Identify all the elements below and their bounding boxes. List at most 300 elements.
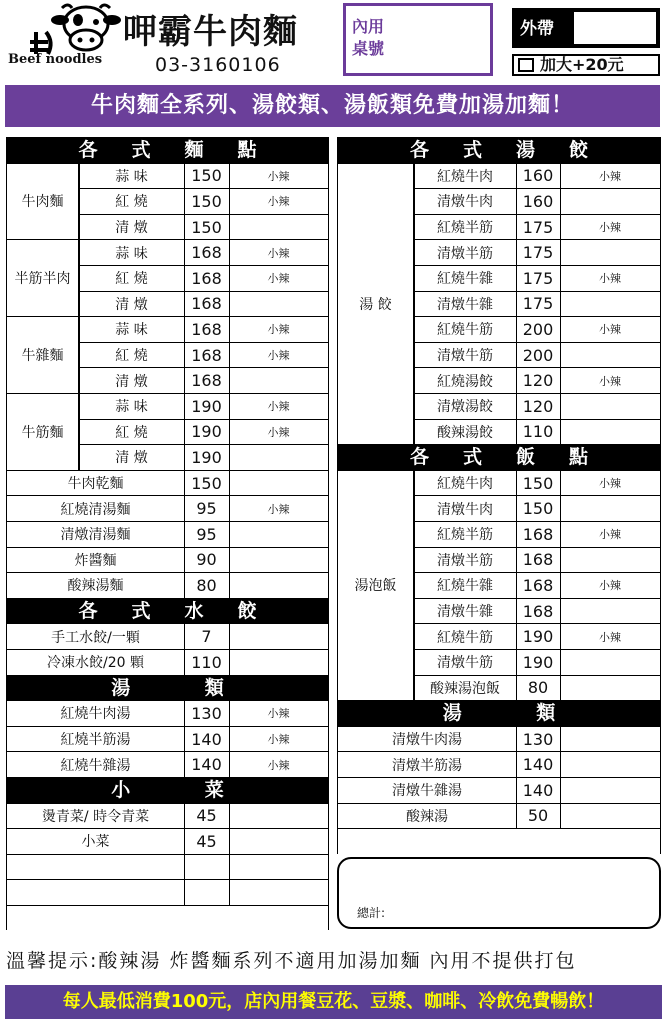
cell-divider [184, 804, 185, 829]
cell-divider [560, 650, 561, 675]
cell-divider [560, 804, 561, 829]
cell-divider [516, 368, 517, 393]
item-name: 清燉牛肉 [437, 501, 493, 518]
cell-divider [516, 240, 517, 265]
cell-divider [79, 266, 80, 291]
cell-divider [414, 266, 415, 291]
cell-divider [560, 215, 561, 240]
spicy-note: 小辣 [267, 502, 290, 516]
cell-divider [516, 189, 517, 214]
cell-divider [79, 420, 80, 445]
cell-divider [516, 548, 517, 573]
cell-divider [414, 292, 415, 317]
cell-divider [229, 548, 230, 573]
cell-divider [229, 727, 230, 752]
menu-row[interactable] [7, 701, 328, 727]
spicy-note [229, 624, 328, 649]
spicy-note: 小辣 [599, 579, 621, 593]
price-label: 110 [191, 652, 222, 672]
cell-divider [414, 548, 415, 573]
item-name: 炸醬麵 [74, 552, 117, 569]
item-name: 紅燒牛筋 [437, 322, 493, 339]
cell-divider [79, 445, 80, 470]
cell-divider [184, 189, 185, 214]
cell-divider [79, 189, 80, 214]
spicy-note [560, 778, 660, 803]
spicy-note [229, 650, 328, 675]
price-label: 130 [191, 703, 222, 723]
item-name: 紅燒清湯麵 [60, 501, 131, 518]
menu-row[interactable] [7, 829, 328, 855]
spicy-note: 小辣 [267, 246, 290, 260]
spicy-note: 小辣 [599, 221, 621, 235]
spicy-note: 小辣 [599, 374, 621, 388]
item-name: 紅燒牛雜 [437, 271, 493, 288]
cell-divider [414, 471, 415, 496]
cell-divider [560, 599, 561, 624]
menu-row[interactable] [7, 471, 328, 497]
item-name: 紅燒牛雜 [437, 578, 493, 595]
cell-divider [560, 343, 561, 368]
cell-divider [79, 164, 80, 189]
spicy-note [560, 548, 660, 573]
cell-divider [184, 522, 185, 547]
price-label: 168 [191, 294, 222, 314]
cell-divider [516, 420, 517, 445]
spicy-note [229, 471, 328, 496]
menu-row[interactable] [7, 650, 328, 676]
cell-divider [79, 240, 80, 265]
spicy-note: 小辣 [267, 733, 290, 747]
price-label: 7 [201, 627, 212, 647]
spicy-note [229, 522, 328, 547]
item-name: 清燉牛筋 [437, 348, 493, 365]
cell-divider [229, 368, 230, 393]
group-name-label: 牛雜麵 [7, 317, 79, 394]
cell-divider [560, 292, 561, 317]
cell-divider [516, 778, 517, 803]
menu-row[interactable] [7, 752, 328, 778]
cell-divider [229, 420, 230, 445]
spicy-note [229, 292, 328, 317]
price-label: 168 [522, 550, 554, 570]
item-name: 清燉湯餃 [437, 399, 493, 416]
price-label: 120 [522, 396, 554, 416]
spicy-note [229, 445, 328, 470]
price-label: 80 [527, 678, 549, 698]
cell-divider [184, 548, 185, 573]
cell-divider [184, 240, 185, 265]
flavor-label: 蒜 味 [115, 322, 148, 339]
spicy-note: 小辣 [267, 195, 290, 209]
flavor-label: 紅 燒 [115, 271, 148, 288]
spicy-note: 小辣 [599, 272, 621, 286]
price-label: 150 [522, 499, 554, 519]
cell-divider [184, 624, 185, 649]
cell-divider [184, 445, 185, 470]
cell-divider [79, 343, 80, 368]
cell-divider [229, 804, 230, 829]
cell-divider [560, 240, 561, 265]
flavor-label: 清 燉 [115, 296, 148, 313]
spicy-note [229, 368, 328, 393]
cell-divider [560, 573, 561, 598]
cell-divider [184, 829, 185, 854]
spicy-note: 小辣 [267, 272, 290, 286]
price-label: 140 [522, 755, 554, 775]
price-label: 168 [522, 575, 554, 595]
flavor-label: 清 燉 [115, 220, 148, 237]
price-label: 200 [522, 319, 554, 339]
large-size-option[interactable]: 加大+20元 [512, 54, 660, 76]
takeout-field[interactable] [574, 12, 656, 44]
spicy-note [229, 829, 328, 854]
cell-divider [516, 471, 517, 496]
cell-divider [414, 164, 415, 189]
blank-row[interactable] [7, 855, 328, 881]
cell-divider [560, 496, 561, 521]
menu-row[interactable] [338, 804, 660, 830]
cell-divider [516, 343, 517, 368]
spicy-note: 小辣 [267, 400, 290, 414]
cell-divider [79, 317, 80, 342]
spicy-note: 小辣 [599, 528, 621, 542]
cell-divider [229, 189, 230, 214]
spicy-note [560, 676, 660, 701]
cell-divider [184, 420, 185, 445]
cell-divider [414, 573, 415, 598]
cell-divider [229, 650, 230, 675]
cell-divider [516, 394, 517, 419]
notice-text: 溫馨提示:酸辣湯 炸醬麵系列不適用加湯加麵 內用不提供打包 [6, 950, 577, 972]
cell-divider [229, 496, 230, 521]
price-label: 168 [191, 243, 222, 263]
cell-divider [79, 292, 80, 317]
price-label: 200 [522, 345, 554, 365]
price-label: 140 [191, 729, 222, 749]
cell-divider [516, 727, 517, 752]
sides-section-header: 小 菜 [7, 778, 328, 804]
price-label: 90 [196, 550, 217, 570]
item-name: 冷凍水餃/20 顆 [47, 655, 144, 672]
spicy-note [229, 215, 328, 240]
menu-row[interactable] [338, 778, 660, 804]
menu-row[interactable] [7, 496, 328, 522]
price-label: 50 [527, 806, 549, 826]
price-label: 150 [191, 473, 222, 493]
soups-section-header: 湯 類 [338, 701, 660, 727]
cell-divider [560, 522, 561, 547]
menu-row[interactable] [7, 804, 328, 830]
spicy-note: 小辣 [599, 477, 621, 491]
rice-section-header: 各式飯點 [338, 445, 660, 471]
spicy-note [560, 599, 660, 624]
price-label: 150 [522, 473, 554, 493]
cell-divider [229, 266, 230, 291]
cell-divider [184, 471, 185, 496]
flavor-label: 蒜 味 [115, 399, 148, 416]
group-name-label: 半筋半肉 [7, 240, 79, 317]
item-name: 紅燒牛肉湯 [60, 706, 131, 723]
cell-divider [229, 880, 230, 905]
cell-divider [516, 804, 517, 829]
cell-divider [560, 266, 561, 291]
phone-number: 03-3160106 [155, 54, 281, 76]
cell-divider [229, 752, 230, 777]
cell-divider [229, 855, 230, 880]
table-number-label: 桌號 [352, 39, 385, 58]
cell-divider [516, 522, 517, 547]
cell-divider [184, 650, 185, 675]
cell-divider [229, 445, 230, 470]
price-label: 175 [522, 294, 554, 314]
cell-divider [516, 496, 517, 521]
item-name: 酸辣湯麵 [67, 578, 124, 595]
spicy-note [560, 727, 660, 752]
footer-banner: 每人最低消費100元，店內用餐豆花、豆漿、咖啡、冷飲免費暢飲！ [5, 985, 662, 1019]
price-label: 190 [522, 627, 554, 647]
shop-name: 呷霸牛肉麵 [123, 12, 298, 52]
menu-row[interactable] [7, 548, 328, 574]
item-name: 紅燒牛雜湯 [60, 757, 131, 774]
cell-divider [516, 317, 517, 342]
spicy-note: 小辣 [267, 425, 290, 439]
cell-divider [79, 215, 80, 240]
cell-divider [229, 317, 230, 342]
spicy-note: 小辣 [267, 349, 290, 363]
flavor-label: 蒜 味 [115, 168, 148, 185]
price-label: 45 [196, 806, 217, 826]
cell-divider [184, 292, 185, 317]
dine-in-table-box[interactable] [343, 3, 493, 76]
group-name-label: 牛肉麵 [7, 164, 79, 241]
spicy-note [560, 240, 660, 265]
item-name: 紅燒半筋 [437, 527, 493, 544]
cell-divider [560, 368, 561, 393]
spicy-note [560, 804, 660, 829]
total-box[interactable] [337, 857, 661, 929]
item-name: 清燉牛肉湯 [392, 732, 462, 749]
cell-divider [414, 496, 415, 521]
price-label: 175 [522, 268, 554, 288]
price-label: 140 [191, 755, 222, 775]
group-name-label: 牛筋麵 [7, 394, 79, 471]
cell-divider [184, 855, 185, 880]
cell-divider [516, 292, 517, 317]
item-name: 清燉牛雜湯 [392, 783, 462, 800]
spicy-note: 小辣 [599, 323, 621, 337]
cell-divider [414, 394, 415, 419]
cell-divider [79, 394, 80, 419]
flavor-label: 清 燉 [115, 373, 148, 390]
item-name: 酸辣湯泡飯 [430, 680, 500, 697]
price-label: 168 [191, 345, 222, 365]
price-label: 168 [191, 319, 222, 339]
cell-divider [414, 240, 415, 265]
item-name: 清燉牛雜 [437, 296, 493, 313]
item-name: 紅燒半筋 [437, 220, 493, 237]
item-name: 清燉牛肉 [437, 194, 493, 211]
large-size-checkbox[interactable] [518, 58, 534, 72]
cell-divider [516, 676, 517, 701]
cell-divider [229, 471, 230, 496]
menu-row[interactable] [7, 727, 328, 753]
cell-divider [414, 522, 415, 547]
spicy-note [560, 752, 660, 777]
item-name: 紅燒牛肉 [437, 476, 493, 493]
cell-divider [516, 164, 517, 189]
group-name-label: 湯泡飯 [338, 471, 414, 701]
price-label: 130 [522, 729, 554, 749]
price-label: 160 [522, 166, 554, 186]
cell-divider [184, 317, 185, 342]
cell-divider [516, 573, 517, 598]
left-menu-column [6, 137, 329, 930]
flavor-label: 清 燉 [115, 450, 148, 467]
price-label: 110 [522, 422, 554, 442]
cell-divider [414, 650, 415, 675]
cell-divider [516, 215, 517, 240]
spicy-note [560, 496, 660, 521]
cell-divider [184, 701, 185, 726]
cell-divider [184, 164, 185, 189]
cell-divider [560, 624, 561, 649]
takeout-label: 外帶 [520, 19, 554, 39]
menu-row[interactable] [338, 752, 660, 778]
cell-divider [414, 624, 415, 649]
item-name: 牛肉乾麵 [67, 476, 124, 493]
flavor-label: 紅 燒 [115, 348, 148, 365]
blank-row[interactable] [7, 880, 328, 906]
cell-divider [414, 189, 415, 214]
price-label: 190 [191, 396, 222, 416]
cell-divider [560, 164, 561, 189]
spicy-note: 小辣 [599, 169, 621, 183]
cell-divider [414, 420, 415, 445]
cell-divider [184, 394, 185, 419]
item-name: 紅燒湯餃 [437, 373, 493, 390]
cell-divider [414, 215, 415, 240]
cell-divider [184, 266, 185, 291]
item-name: 清燉半筋 [437, 245, 493, 262]
cell-divider [560, 394, 561, 419]
price-label: 95 [196, 524, 217, 544]
cell-divider [414, 599, 415, 624]
cell-divider [516, 599, 517, 624]
cell-divider [229, 573, 230, 598]
item-name: 酸辣湯餃 [437, 424, 493, 441]
price-label: 190 [191, 447, 222, 467]
soups-section-header: 湯 類 [7, 676, 328, 702]
cell-divider [414, 676, 415, 701]
cell-divider [229, 701, 230, 726]
cell-divider [560, 317, 561, 342]
spicy-note: 小辣 [267, 169, 290, 183]
cell-divider [229, 624, 230, 649]
price-label: 160 [522, 191, 554, 211]
dine-in-label: 內用 [352, 17, 385, 36]
cell-divider [184, 368, 185, 393]
cell-divider [516, 266, 517, 291]
cell-divider [184, 880, 185, 905]
flavor-label: 紅 燒 [115, 194, 148, 211]
menu-row[interactable] [7, 624, 328, 650]
price-label: 168 [191, 371, 222, 391]
dumpling-soup-section-header: 各式湯餃 [338, 138, 660, 164]
promo-banner: 牛肉麵全系列、湯餃類、湯飯類免費加湯加麵！ [5, 85, 660, 127]
cell-divider [229, 164, 230, 189]
cell-divider [414, 317, 415, 342]
price-label: 190 [522, 652, 554, 672]
cell-divider [560, 548, 561, 573]
menu-row[interactable] [7, 573, 328, 599]
spicy-note [560, 420, 660, 445]
cell-divider [560, 471, 561, 496]
spicy-note [229, 573, 328, 598]
cell-divider [229, 240, 230, 265]
spicy-note [229, 804, 328, 829]
price-label: 120 [522, 371, 554, 391]
right-menu-column [337, 137, 661, 854]
cell-divider [184, 573, 185, 598]
menu-row[interactable] [7, 522, 328, 548]
cell-divider [560, 752, 561, 777]
item-name: 清燉半筋湯 [392, 757, 462, 774]
item-name: 小菜 [81, 834, 110, 851]
cell-divider [560, 778, 561, 803]
cell-divider [229, 829, 230, 854]
item-name: 手工水餃/一顆 [51, 629, 140, 646]
price-label: 175 [522, 217, 554, 237]
cell-divider [229, 394, 230, 419]
price-label: 150 [191, 166, 222, 186]
item-name: 清燉牛筋 [437, 655, 493, 672]
spicy-note [229, 548, 328, 573]
price-label: 140 [522, 780, 554, 800]
flavor-label: 紅 燒 [115, 424, 148, 441]
cell-divider [184, 343, 185, 368]
spicy-note [560, 650, 660, 675]
spicy-note [560, 189, 660, 214]
cell-divider [184, 727, 185, 752]
spicy-note [560, 343, 660, 368]
item-name: 紅燒牛筋 [437, 629, 493, 646]
cell-divider [516, 624, 517, 649]
menu-row[interactable] [338, 727, 660, 753]
spicy-note [560, 292, 660, 317]
total-label: 總計: [357, 906, 386, 920]
cell-divider [184, 752, 185, 777]
price-label: 168 [191, 268, 222, 288]
item-name: 清燉半筋 [437, 552, 493, 569]
item-name: 紅燒牛肉 [437, 168, 493, 185]
cell-divider [560, 676, 561, 701]
cell-divider [184, 215, 185, 240]
price-label: 150 [191, 191, 222, 211]
price-label: 168 [522, 524, 554, 544]
price-label: 150 [191, 217, 222, 237]
spicy-note: 小辣 [599, 630, 621, 644]
item-name: 紅燒半筋湯 [60, 732, 131, 749]
cell-divider [516, 752, 517, 777]
brand-english-text: Beef noodles [8, 52, 103, 67]
spicy-note: 小辣 [267, 707, 290, 721]
noodles-section-header: 各式麵點 [7, 138, 328, 164]
cell-divider [79, 368, 80, 393]
cell-divider [229, 522, 230, 547]
spicy-note: 小辣 [267, 323, 290, 337]
cell-divider [229, 215, 230, 240]
